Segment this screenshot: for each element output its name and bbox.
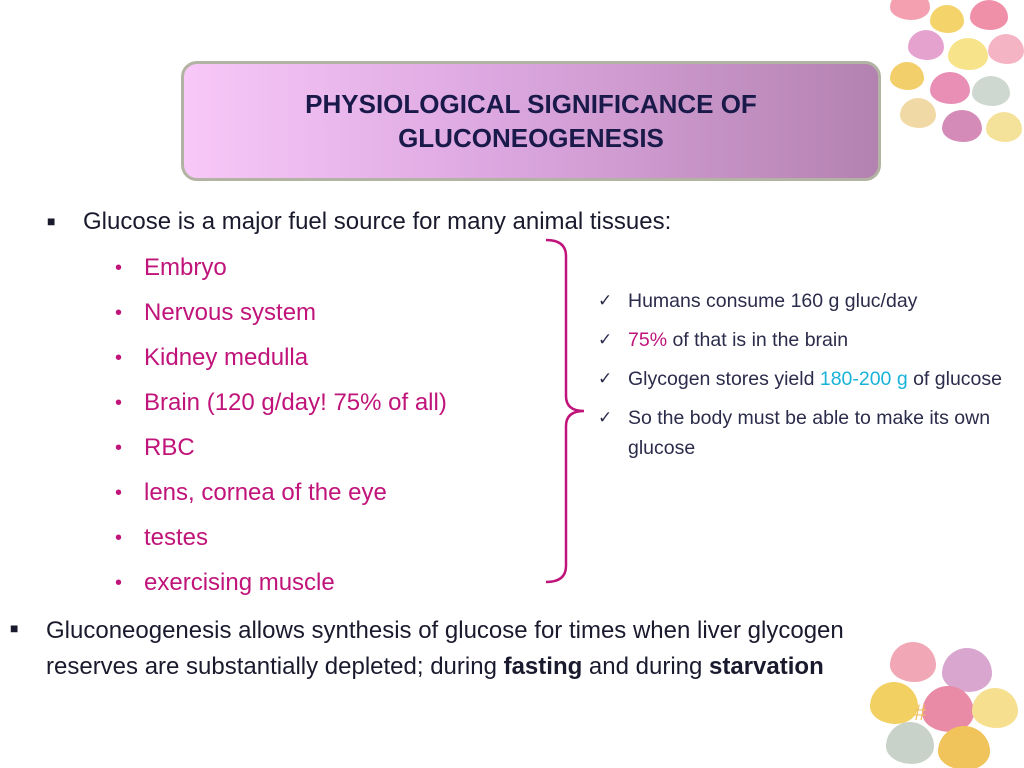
page-title <box>305 87 757 155</box>
checkmark-icon: ✓ <box>598 408 613 427</box>
title-line-2: GLUCONEOGENESIS <box>398 123 664 153</box>
list-item: ✓ Glycogen stores yield 180-200 g of glucose <box>598 364 1018 394</box>
list-item: • testes <box>115 524 209 551</box>
square-bullet-icon: ■ <box>47 213 56 229</box>
main-bullet-1: Glucose is a major fuel source for many animal tissues: <box>83 208 672 235</box>
slide-number: # <box>914 700 927 725</box>
list-item: • RBC <box>115 434 195 461</box>
bullet-dot-icon: • <box>115 347 123 369</box>
title-box <box>181 61 881 181</box>
main-bullet-2: Gluconeogenesis allows synthesis of glucose for times when liver glycogen reserves are substantially depleted; during fasting and during starvation <box>46 617 844 680</box>
list-item: • Nervous system <box>115 299 317 326</box>
curly-brace-icon <box>540 236 590 586</box>
list-item: • Kidney medulla <box>115 344 309 371</box>
bullet-dot-icon: • <box>115 527 123 549</box>
bullet-dot-icon: • <box>115 257 123 279</box>
bullet-dot-icon: • <box>115 302 123 324</box>
list-item: • Embryo <box>115 254 227 281</box>
bullet-dot-icon: • <box>115 437 123 459</box>
checkmark-icon: ✓ <box>598 291 613 310</box>
bullet-dot-icon: • <box>115 572 123 594</box>
checkmark-icon: ✓ <box>598 369 613 388</box>
bullet-dot-icon: • <box>115 482 123 504</box>
list-item: • Brain (120 g/day! 75% of all) <box>115 389 447 416</box>
list-item: ✓ 75% of that is in the brain <box>598 325 1018 355</box>
list-item: ✓ So the body must be able to make its own glucose <box>598 403 1018 463</box>
notes-list <box>598 286 1018 472</box>
list-item: ✓ Humans consume 160 g gluc/day <box>598 286 1018 316</box>
list-item: • exercising muscle <box>115 569 335 596</box>
checkmark-icon: ✓ <box>598 330 613 349</box>
bullet-dot-icon: • <box>115 392 123 414</box>
list-item: • lens, cornea of the eye <box>115 479 387 506</box>
title-line-1: PHYSIOLOGICAL SIGNIFICANCE OF <box>305 89 757 119</box>
tissue-list <box>115 253 447 613</box>
square-bullet-icon: ■ <box>10 620 19 636</box>
